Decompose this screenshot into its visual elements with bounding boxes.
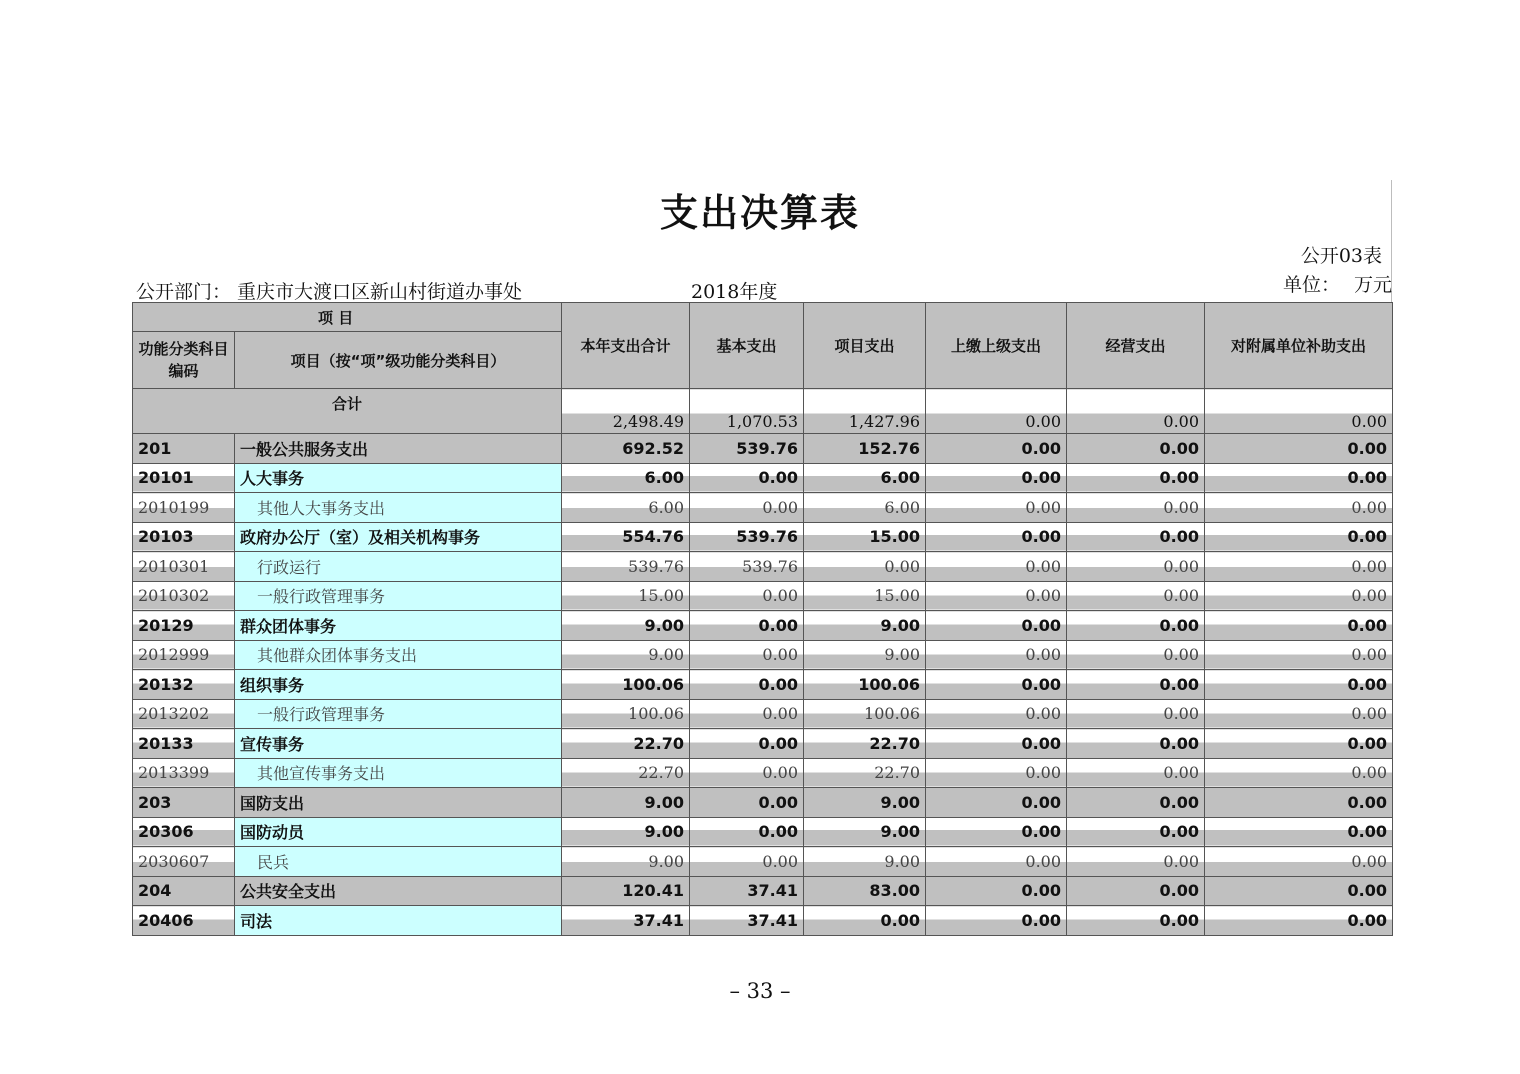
row-value: 539.76: [690, 522, 804, 552]
total-value: 0.00: [1205, 389, 1393, 434]
row-value: 0.00: [690, 640, 804, 670]
row-name: 民兵: [235, 847, 562, 877]
row-value: 0.00: [1067, 729, 1205, 759]
row-value: 0.00: [1067, 463, 1205, 493]
header-name: 项目（按“项”级功能分类科目）: [235, 332, 562, 389]
row-value: 22.70: [562, 758, 690, 788]
row-value: 0.00: [1067, 522, 1205, 552]
row-name: 行政运行: [235, 552, 562, 582]
row-value: 120.41: [562, 876, 690, 906]
table-row: [133, 729, 1393, 759]
row-value: 0.00: [1067, 611, 1205, 641]
row-value: 0.00: [1067, 906, 1205, 936]
table-row: [133, 876, 1393, 906]
row-value: 0.00: [1205, 552, 1393, 582]
row-value: 9.00: [804, 611, 926, 641]
fiscal-year: 2018年度: [691, 281, 778, 303]
table-row: [133, 434, 1393, 464]
row-value: 0.00: [1205, 522, 1393, 552]
row-value: 0.00: [1067, 552, 1205, 582]
table-row: [133, 463, 1393, 493]
row-value: 0.00: [926, 552, 1067, 582]
row-value: 0.00: [1205, 699, 1393, 729]
row-code: 2010302: [133, 581, 235, 611]
row-name: 一般公共服务支出: [235, 434, 562, 464]
header-total: 本年支出合计: [562, 303, 690, 389]
expenditure-table-container: [132, 302, 1392, 931]
total-value: 0.00: [1067, 389, 1205, 434]
total-value: 1,427.96: [804, 389, 926, 434]
row-value: 0.00: [1205, 670, 1393, 700]
row-value: 152.76: [804, 434, 926, 464]
item-header: 项 目: [133, 303, 562, 332]
row-value: 0.00: [926, 611, 1067, 641]
table-row: [133, 758, 1393, 788]
row-value: 100.06: [804, 670, 926, 700]
row-value: 0.00: [1067, 847, 1205, 877]
header-upper: 上缴上级支出: [926, 303, 1067, 389]
row-value: 22.70: [562, 729, 690, 759]
total-value: 1,070.53: [690, 389, 804, 434]
row-value: 0.00: [1205, 640, 1393, 670]
row-value: 0.00: [1205, 788, 1393, 818]
header-subsidy: 对附属单位补助支出: [1205, 303, 1393, 389]
row-value: 0.00: [926, 581, 1067, 611]
table-row: [133, 906, 1393, 936]
unit-value: 万元: [1354, 274, 1393, 296]
row-value: 0.00: [926, 906, 1067, 936]
row-name: 其他人大事务支出: [235, 493, 562, 523]
form-number: 公开03表: [1300, 245, 1382, 267]
row-value: 0.00: [1205, 847, 1393, 877]
row-value: 0.00: [926, 876, 1067, 906]
row-code: 20101: [133, 463, 235, 493]
row-value: 0.00: [1067, 670, 1205, 700]
row-value: 0.00: [1067, 817, 1205, 847]
row-value: 0.00: [690, 581, 804, 611]
row-value: 0.00: [926, 640, 1067, 670]
row-value: 692.52: [562, 434, 690, 464]
row-value: 15.00: [804, 581, 926, 611]
row-value: 0.00: [690, 670, 804, 700]
row-value: 15.00: [562, 581, 690, 611]
row-name: 人大事务: [235, 463, 562, 493]
row-code: 2030607: [133, 847, 235, 877]
row-value: 6.00: [804, 463, 926, 493]
row-code: 20133: [133, 729, 235, 759]
page-number: – 33 –: [729, 979, 791, 1003]
header-row-1: [133, 303, 1393, 332]
row-value: 0.00: [690, 817, 804, 847]
row-value: 0.00: [1205, 493, 1393, 523]
row-value: 0.00: [1205, 906, 1393, 936]
row-value: 0.00: [926, 758, 1067, 788]
row-code: 20306: [133, 817, 235, 847]
row-value: 0.00: [1067, 788, 1205, 818]
row-value: 0.00: [926, 522, 1067, 552]
row-value: 0.00: [1205, 729, 1393, 759]
row-value: 37.41: [690, 906, 804, 936]
row-value: 100.06: [562, 699, 690, 729]
row-value: 0.00: [1067, 876, 1205, 906]
row-code: 203: [133, 788, 235, 818]
header-code: 功能分类科目编码: [133, 332, 235, 389]
row-value: 0.00: [690, 611, 804, 641]
row-value: 9.00: [562, 817, 690, 847]
row-value: 0.00: [926, 817, 1067, 847]
row-value: 0.00: [1067, 493, 1205, 523]
row-name: 政府办公厅（室）及相关机构事务: [235, 522, 562, 552]
row-code: 20132: [133, 670, 235, 700]
total-value: 2,498.49: [562, 389, 690, 434]
row-value: 0.00: [690, 463, 804, 493]
row-value: 0.00: [926, 847, 1067, 877]
table-row: [133, 611, 1393, 641]
row-value: 0.00: [926, 463, 1067, 493]
row-value: 37.41: [690, 876, 804, 906]
row-value: 0.00: [926, 699, 1067, 729]
row-value: 0.00: [1205, 463, 1393, 493]
department-label: 公开部门： 重庆市大渡口区新山村街道办事处: [136, 281, 523, 303]
row-name: 一般行政管理事务: [235, 581, 562, 611]
row-value: 0.00: [690, 729, 804, 759]
row-value: 0.00: [1067, 699, 1205, 729]
row-code: 20129: [133, 611, 235, 641]
row-code: 20103: [133, 522, 235, 552]
row-value: 539.76: [690, 434, 804, 464]
row-value: 37.41: [562, 906, 690, 936]
row-value: 6.00: [562, 493, 690, 523]
row-value: 22.70: [804, 729, 926, 759]
row-name: 组织事务: [235, 670, 562, 700]
row-value: 9.00: [804, 817, 926, 847]
table-row: [133, 493, 1393, 523]
row-name: 群众团体事务: [235, 611, 562, 641]
row-value: 0.00: [1205, 611, 1393, 641]
row-name: 其他宣传事务支出: [235, 758, 562, 788]
row-value: 0.00: [926, 788, 1067, 818]
row-value: 0.00: [1067, 434, 1205, 464]
row-value: 539.76: [562, 552, 690, 582]
row-value: 9.00: [562, 847, 690, 877]
row-value: 0.00: [690, 699, 804, 729]
header-basic: 基本支出: [690, 303, 804, 389]
row-name: 宣传事务: [235, 729, 562, 759]
row-code: 204: [133, 876, 235, 906]
row-code: 20406: [133, 906, 235, 936]
row-name: 公共安全支出: [235, 876, 562, 906]
row-code: 2010199: [133, 493, 235, 523]
row-code: 2012999: [133, 640, 235, 670]
row-value: 9.00: [804, 788, 926, 818]
row-value: 554.76: [562, 522, 690, 552]
row-code: 2013202: [133, 699, 235, 729]
row-value: 100.06: [562, 670, 690, 700]
row-value: 539.76: [690, 552, 804, 582]
row-value: 9.00: [562, 611, 690, 641]
row-value: 22.70: [804, 758, 926, 788]
header-business: 经营支出: [1067, 303, 1205, 389]
table-row: [133, 817, 1393, 847]
row-value: 0.00: [804, 552, 926, 582]
row-value: 83.00: [804, 876, 926, 906]
row-value: 0.00: [926, 729, 1067, 759]
row-name: 司法: [235, 906, 562, 936]
row-name: 一般行政管理事务: [235, 699, 562, 729]
header-project: 项目支出: [804, 303, 926, 389]
row-value: 0.00: [1205, 758, 1393, 788]
row-code: 2010301: [133, 552, 235, 582]
row-value: 100.06: [804, 699, 926, 729]
total-row: [133, 389, 1393, 434]
row-value: 0.00: [804, 906, 926, 936]
table-row: [133, 522, 1393, 552]
row-value: 15.00: [804, 522, 926, 552]
row-value: 0.00: [1205, 817, 1393, 847]
table-row: [133, 699, 1393, 729]
table-row: [133, 552, 1393, 582]
row-code: 201: [133, 434, 235, 464]
table-row: [133, 581, 1393, 611]
row-value: 6.00: [562, 463, 690, 493]
row-value: 0.00: [926, 493, 1067, 523]
row-value: 0.00: [690, 847, 804, 877]
row-value: 0.00: [1067, 640, 1205, 670]
row-value: 0.00: [926, 670, 1067, 700]
row-value: 0.00: [690, 758, 804, 788]
row-value: 0.00: [1205, 581, 1393, 611]
row-code: 2013399: [133, 758, 235, 788]
total-value: 0.00: [926, 389, 1067, 434]
row-name: 国防动员: [235, 817, 562, 847]
row-value: 0.00: [926, 434, 1067, 464]
row-value: 6.00: [804, 493, 926, 523]
row-value: 0.00: [690, 493, 804, 523]
row-value: 0.00: [1205, 876, 1393, 906]
expenditure-table: [132, 302, 1393, 936]
row-value: 0.00: [1205, 434, 1393, 464]
row-value: 0.00: [1067, 758, 1205, 788]
table-row: [133, 847, 1393, 877]
table-row: [133, 640, 1393, 670]
row-name: 国防支出: [235, 788, 562, 818]
row-value: 9.00: [562, 788, 690, 818]
row-value: 9.00: [562, 640, 690, 670]
row-value: 0.00: [690, 788, 804, 818]
row-value: 9.00: [804, 847, 926, 877]
row-name: 其他群众团体事务支出: [235, 640, 562, 670]
table-row: [133, 670, 1393, 700]
page-title: 支出决算表: [659, 191, 860, 235]
total-label: 合计: [133, 389, 562, 434]
row-value: 9.00: [804, 640, 926, 670]
row-value: 0.00: [1067, 581, 1205, 611]
table-row: [133, 788, 1393, 818]
unit-label: 单位： 万元: [1283, 274, 1393, 296]
